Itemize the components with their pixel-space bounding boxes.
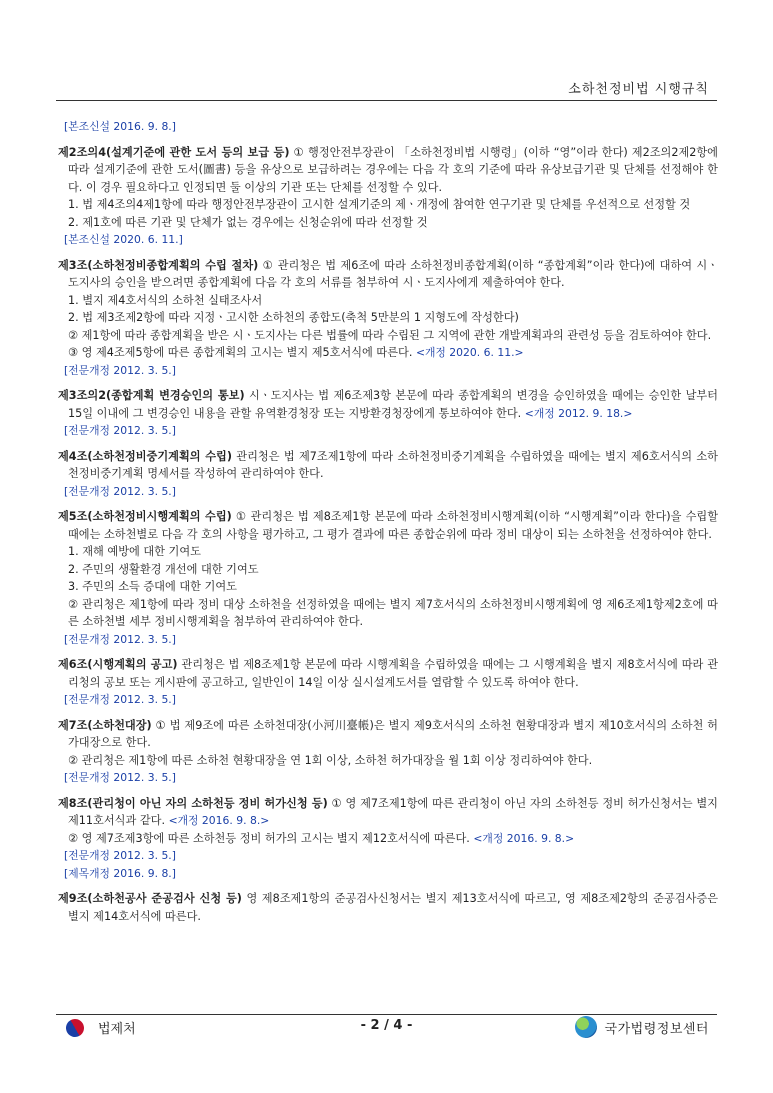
- header-title: 소하천정비법 시행규칙: [568, 82, 709, 97]
- article-3-2: [58, 387, 718, 440]
- article-heading: 제6조(시행계획의 공고): [58, 658, 178, 671]
- page-number: - 2 / 4 -: [360, 1018, 413, 1033]
- revision-tag: [전문개정 2012. 3. 5.]: [64, 424, 176, 437]
- list-item: 1. 별지 제4호서식의 소하천 실태조사서: [68, 293, 263, 307]
- list-item: 1. 법 제4조의4제1항에 따라 행정안전부장관이 고시한 설계기준의 제ㆍ개정에 참여한 연구기관 및 단체를 우선적으로 선정할 것: [68, 198, 691, 211]
- list-item: 3. 주민의 소득 증대에 대한 기여도: [68, 580, 237, 593]
- article-body: ① 법 제9조에 따른 소하천대장(小河川臺帳)은 별지 제9호서식의 소하천 현황대장과 별지 제10호서식의 소하천 허가대장으로 한다.: [68, 718, 718, 749]
- article-body: ① 영 제7조제1항에 따른 관리청이 아닌 자의 소하천등 정비 허가신청서는 별지 제11호서식과 같다.: [68, 796, 718, 827]
- revision-tag: [전문개정 2012. 3. 5.]: [64, 484, 176, 498]
- article-4: [58, 448, 718, 501]
- article-heading: 제3조의2(종합계획 변경승인의 통보): [58, 389, 245, 402]
- article-text: [58, 387, 718, 422]
- article-text: [58, 795, 718, 830]
- article-text: [58, 508, 718, 543]
- article-body: ① 관리청은 법 제8조제1항 본문에 따라 소하천정비시행계획(이하 “시행계획”이라 한다)을 수립할 때에는 소하천별로 다음 각 호의 사항을 평가하고, 그 평가 결과에 따른 종합순위에 따라 정비 대상이 되는 소하천을 선정하여야 한다.: [68, 510, 718, 541]
- article-2-4: [58, 144, 718, 249]
- article-6: [58, 656, 718, 709]
- revision-tag: [전문개정 2012. 3. 5.]: [64, 363, 176, 377]
- amendment-note: <개정 2016. 9. 8.>: [168, 814, 270, 827]
- article-text: [58, 717, 718, 752]
- article-body: ① 관리청은 법 제6조에 따라 소하천정비종합계획(이하 “종합계획”이라 한다)에 대하여 시ㆍ도지사의 승인을 받으려면 종합계획에 다음 각 호의 서류를 첨부하여 시ㆍ도지사에게 제출하여야 한다.: [68, 258, 719, 289]
- article-5: [58, 508, 718, 648]
- article-text: [58, 448, 718, 483]
- revision-tag: [전문개정 2012. 3. 5.]: [64, 632, 176, 646]
- paragraph: ② 영 제7조제3항에 따른 소하천등 정비 허가의 고시는 별지 제12호서식에 따른다. <개정 2016. 9. 8.>: [68, 831, 575, 845]
- article-text: [58, 656, 718, 691]
- list-item: 2. 법 제3조제2항에 따라 지정ㆍ고시한 소하천의 종합도(축척 5만분의 1 지형도에 작성한다): [68, 311, 519, 324]
- paragraph: ② 관리청은 제1항에 따른 소하천 현황대장을 연 1회 이상, 소하천 허가대장을 월 1회 이상 정리하여야 한다.: [68, 753, 593, 767]
- article-heading: 제2조의4(설계기준에 관한 도서 등의 보급 등): [58, 145, 290, 159]
- paragraph: ③ 영 제4조제5항에 따른 종합계획의 고시는 별지 제5호서식에 따른다. <개정 2020. 6. 11.>: [68, 346, 524, 359]
- article-text: [58, 890, 718, 925]
- header-rule: [56, 100, 717, 101]
- article-3: [58, 257, 718, 380]
- title-revision-tag: [제목개정 2016. 9. 8.]: [64, 866, 176, 880]
- article-7: [58, 717, 718, 787]
- amendment-note: <개정 2012. 9. 18.>: [524, 406, 633, 420]
- article-body: 관리청은 법 제7조제1항에 따라 소하천정비중기계획을 수립하였을 때에는 별지 제6호서식의 소하천정비중기계획 명세서를 작성하여 관리하여야 한다.: [68, 449, 718, 480]
- article-pre: [58, 118, 718, 136]
- footer-source: 국가법령정보센터: [604, 1021, 709, 1037]
- revision-tag: [전문개정 2012. 3. 5.]: [64, 771, 176, 784]
- article-8: [58, 795, 718, 883]
- article-heading: 제4조(소하천정비중기계획의 수립): [58, 449, 232, 463]
- list-item: 1. 재해 예방에 대한 기여도: [68, 545, 201, 558]
- footer-rule: [56, 1014, 717, 1015]
- article-heading: 제9조(소하천공사 준공검사 신청 등): [58, 892, 242, 905]
- footer-right: [575, 1016, 709, 1038]
- enactment-tag: [본조신설 2020. 6. 11.]: [64, 233, 183, 246]
- law-center-logo-icon: [575, 1016, 597, 1038]
- list-item: 2. 제1호에 따른 기관 및 단체가 없는 경우에는 신청순위에 따라 선정할 것: [68, 215, 428, 229]
- list-item: 2. 주민의 생활환경 개선에 대한 기여도: [68, 562, 259, 576]
- article-heading: 제7조(소하천대장): [58, 718, 152, 732]
- article-body: 시ㆍ도지사는 법 제6조제3항 본문에 따라 종합계획의 변경을 승인하였을 때에는 승인한 날부터 15일 이내에 그 변경승인 내용을 관할 유역환경청장 또는 지방환경청장에게 통보하여야 한다.: [68, 389, 718, 420]
- paragraph: ② 관리청은 제1항에 따라 정비 대상 소하천을 선정하였을 때에는 별지 제7호서식의 소하천정비시행계획에 영 제6조제1항제2호에 따른 소하천별 세부 정비시행계획을 첨부하여 관리하여야 한다.: [68, 597, 718, 628]
- article-body: ① 행정안전부장관이 「소하천정비법 시행령」(이하 “영”이라 한다) 제2조의2제2항에 따라 설계기준에 관한 도서(圖書) 등을 유상으로 보급하려는 경우에는 다음 각 호의 기준에 따라 유상보급기관 및 단체를 선정해야 한다. 이 경우 필요하다고 인정되면 둘 이상의 기관 또는 단체를 선정할 수 있다.: [68, 145, 718, 194]
- revision-tag: [전문개정 2012. 3. 5.]: [64, 693, 176, 706]
- article-9: [58, 890, 718, 925]
- article-body: 관리청은 법 제8조제1항 본문에 따라 시행계획을 수립하였을 때에는 그 시행계획을 별지 제8호서식에 따라 관리청의 공보 또는 게시판에 공고하고, 일반인이 14일 이상 실시설계도서를 열람할 수 있도록 하여야 한다.: [68, 658, 719, 689]
- article-heading: 제8조(관리청이 아닌 자의 소하천등 정비 허가신청 등): [58, 796, 328, 810]
- article-heading: 제3조(소하천정비종합계획의 수립 절차): [58, 258, 259, 272]
- article-text: [58, 144, 718, 197]
- amendment-note: <개정 2020. 6. 11.>: [415, 346, 524, 359]
- enactment-tag: [본조신설 2016. 9. 8.]: [64, 120, 176, 133]
- article-text: [58, 257, 718, 292]
- article-heading: 제5조(소하천정비시행계획의 수립): [58, 510, 232, 523]
- footer-publisher: 법제처: [98, 1022, 136, 1037]
- revision-tag: [전문개정 2012. 3. 5.]: [64, 849, 176, 862]
- article-body: 영 제8조제1항의 준공검사신청서는 별지 제13호서식에 따르고, 영 제8조제2항의 준공검사증은 별지 제14호서식에 따른다.: [68, 892, 719, 923]
- document-body: [58, 118, 718, 933]
- amendment-note: <개정 2016. 9. 8.>: [473, 831, 575, 845]
- paragraph: ② 제1항에 따라 종합계획을 받은 시ㆍ도지사는 다른 법률에 따라 수립된 그 지역에 관한 개발계획과의 관련성 등을 검토하여야 한다.: [68, 328, 712, 342]
